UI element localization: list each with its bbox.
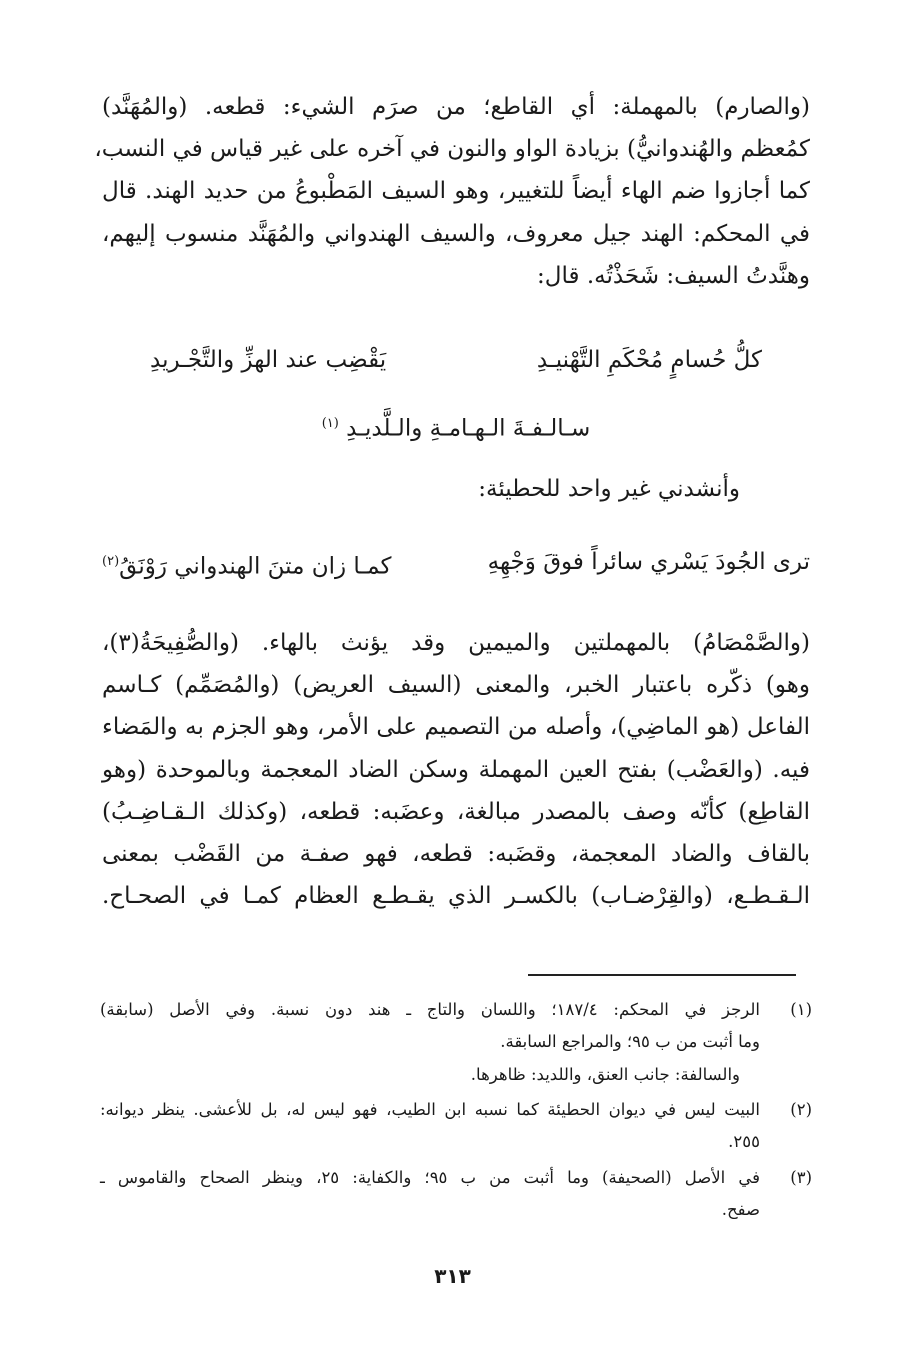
paragraph-1 xyxy=(94,86,810,297)
footnote-1 xyxy=(100,994,812,1058)
text-line: كمُعظم والهُندوانيُّ) بزيادة الواو والنون في آخره على غير قياس في النسب، xyxy=(94,136,810,163)
text-line: فيه. (والعَضْب) بفتح العين المهملة وسكن الضاد المعجمة وبالموحدة (وهو xyxy=(102,756,810,783)
footnote-number: (٣) xyxy=(790,1168,812,1187)
text-line: القاطِع) كأنّه وصف بالمصدر مبالغة، وعضَبه: قطعه، (وكذلك الـقـاضِـبُ) xyxy=(102,798,810,825)
footnote-1-continued xyxy=(100,1059,812,1091)
footnote-2 xyxy=(100,1094,812,1158)
verse-1-line-2 xyxy=(102,404,810,444)
verse-intro-text: وأنشدني غير واحد للحطيئة: xyxy=(478,476,740,502)
text-line: وهو) ذكّره باعتبار الخبر، والمعنى (السيف العريض) (والمُصَمِّم) كـاسم xyxy=(102,672,810,699)
footnote-3 xyxy=(100,1162,812,1226)
text-line: وهنَّدتُ السيف: شَحَذْتُه. قال: xyxy=(537,262,810,289)
text-line: (والصَّمْصَامُ) بالمهملتين والميمين وقد يؤنث بالهاء. (والصُّفِيحَةُ(٣)، xyxy=(102,630,810,656)
footnote-line: البيت ليس في ديوان الحطيئة كما نسبه ابن الطيب، فهو ليس له، بل للأعشى. ينظر ديوانه: xyxy=(100,1100,760,1119)
verse-third-line: سـالـفـةَ الـهـامـةِ والـلَّديـدِ xyxy=(346,415,591,442)
verse-continuation xyxy=(102,404,810,449)
text-line: كما أجازوا ضم الهاء أيضاً للتغيير، وهو السيف المَطْبوعُ من حديد الهند. قال xyxy=(102,178,810,205)
verse-first-hemistich: ترى الجُودَ يَسْري سائراً فوقَ وَجْهِهِ xyxy=(487,549,810,575)
verse-second-hemistich-wrap xyxy=(102,542,391,587)
verse-intro xyxy=(100,469,740,509)
verse-first-hemistich: كلُّ حُسامٍ مُحْكَمِ التَّهْنيـدِ xyxy=(536,347,762,373)
footnote-separator xyxy=(528,974,796,976)
text-line: (والصارم) بالمهملة: أي القاطع؛ من صرَم الشيء: قطعه. (والمُهَنَّد) xyxy=(102,94,810,120)
footnote-line: وما أثبت من ب ٩٥؛ والمراجع السابقة. xyxy=(500,1032,760,1051)
text-line: في المحكم: الهند جيل معروف، والسيف الهندواني والمُهَنَّد منسوب إليهم، xyxy=(102,220,810,247)
footnote-marker: (٢) xyxy=(102,554,120,569)
paragraph-2 xyxy=(102,622,810,917)
footnote-line: والسالفة: جانب العنق، واللديد: ظاهرها. xyxy=(470,1065,740,1084)
footnote-number: (١) xyxy=(790,1000,812,1019)
page-number: ٣١٣ xyxy=(434,1264,471,1288)
text-line: الفاعل (هو الماضِي)، وأصله من التصميم على الأمر، وهو الجزم به والمَضاء xyxy=(102,714,810,741)
verse-second-hemistich: يَقْضِب عند الهزِّ والتَّجْـريدِ xyxy=(150,347,387,373)
footnote-number: (٢) xyxy=(790,1100,812,1119)
verse-2 xyxy=(102,542,810,582)
footnote-line: الرجز في المحكم: ١٨٧/٤؛ واللسان والتاج ـ هند دون نسبة. وفي الأصل (سابقة) xyxy=(100,1000,761,1019)
footnote-line: ٢٥٥. xyxy=(728,1132,760,1151)
footnote-marker: (١) xyxy=(321,416,339,431)
footnote-line: في الأصل (الصحيفة) وما أثبت من ب ٩٥؛ والكفاية: ٢٥، وينظر الصحاح والقاموس ـ xyxy=(100,1168,760,1187)
text-line: بالقاف والضاد المعجمة، وقضَبه: قطعه، فهو صفـة من القَضْب بمعنى xyxy=(102,841,810,868)
text-line: الـقـطـع، (والقِرْضـاب) بالكسـر الذي يقـطـع العظام كمـا في الصحـاح. xyxy=(102,883,810,910)
verse-1-line-1 xyxy=(150,340,762,380)
footnote-line: صفح. xyxy=(721,1200,760,1219)
verse-second-hemistich: كمـا زان متنَ الهندواني رَوْنَقُ xyxy=(119,553,392,580)
